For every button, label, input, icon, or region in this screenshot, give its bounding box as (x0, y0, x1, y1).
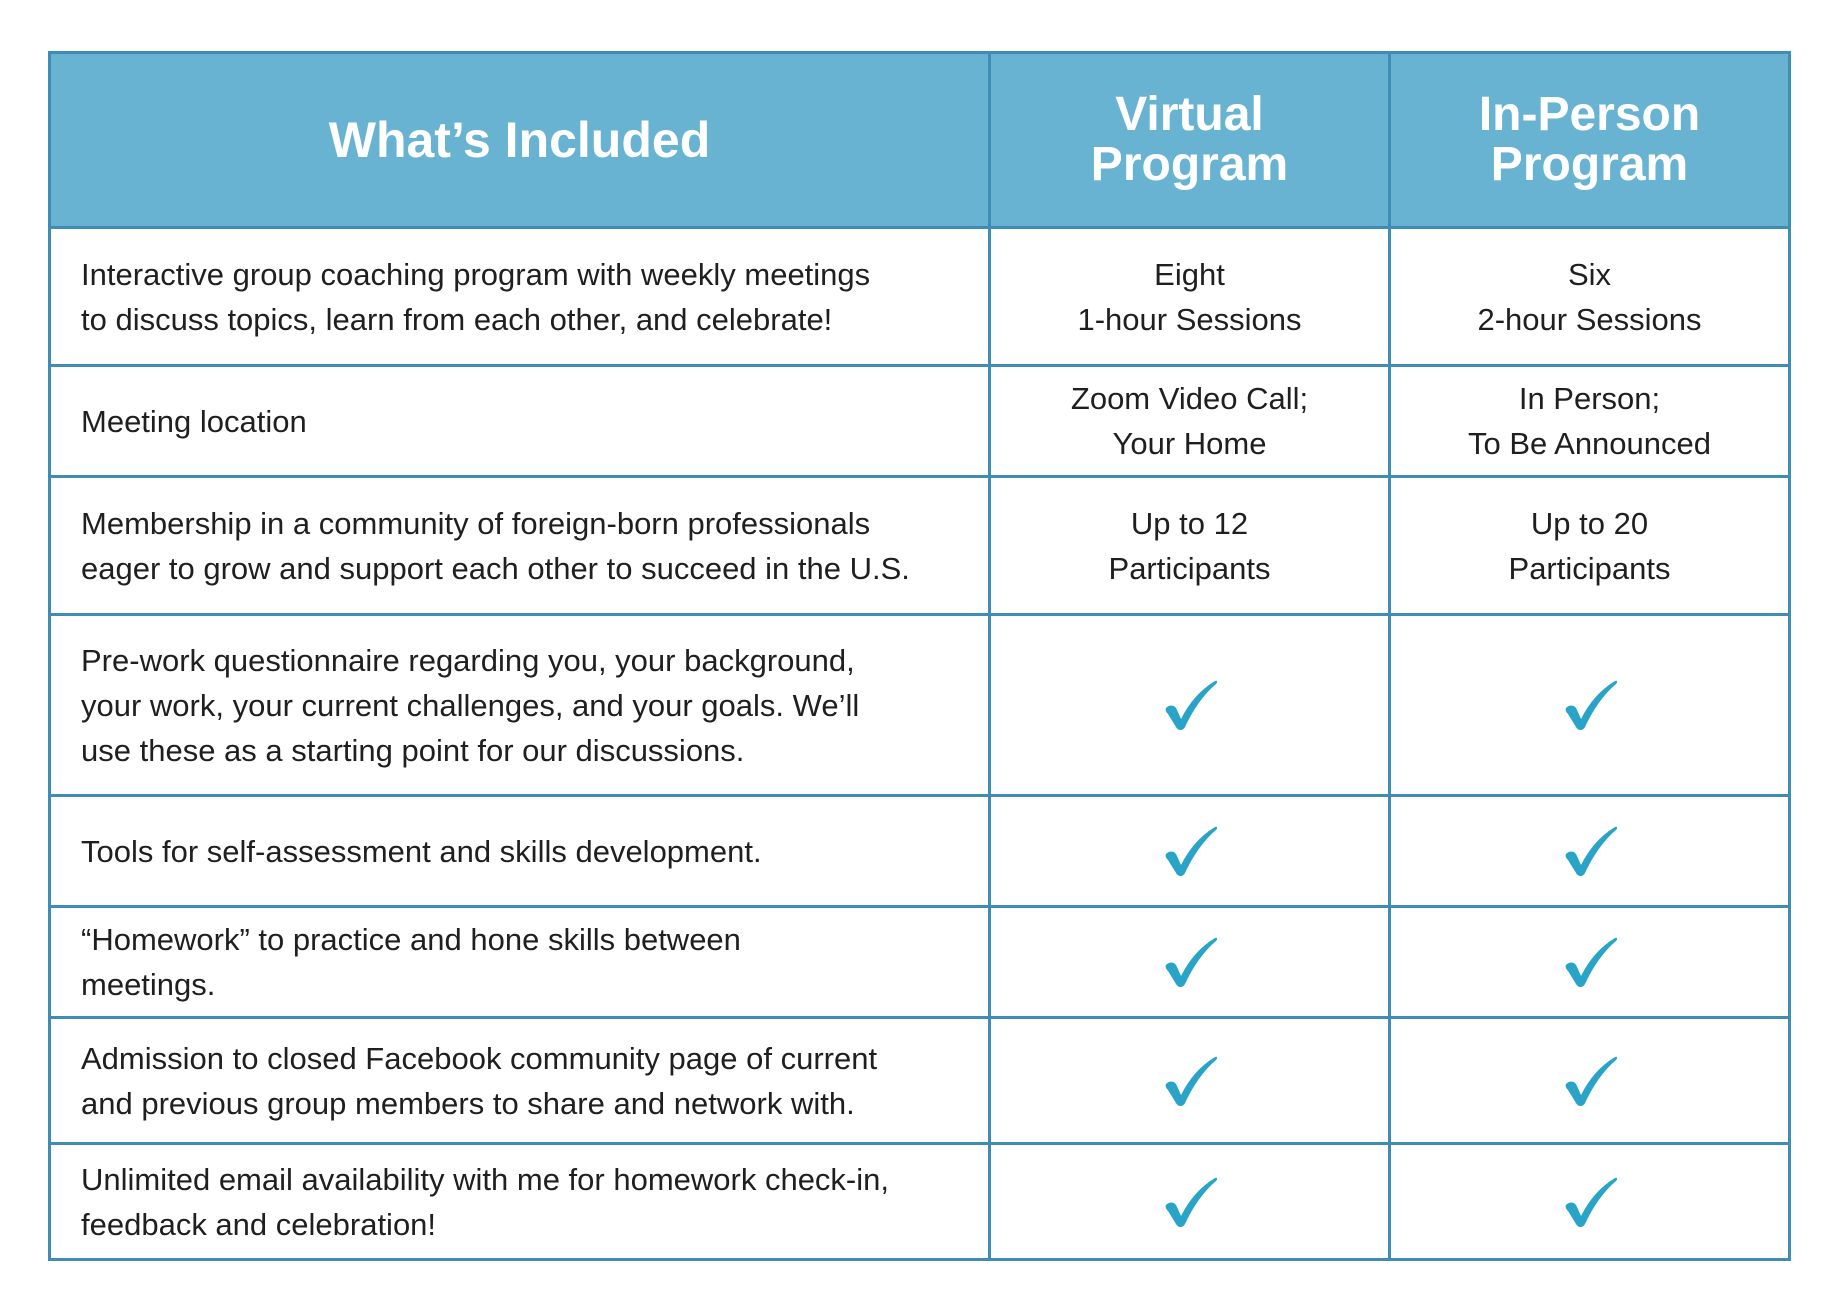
checkmark-icon (1160, 934, 1220, 990)
checkmark-icon (1160, 677, 1220, 733)
checkmark-icon (1160, 1174, 1220, 1230)
in-person-value-cell (1390, 907, 1790, 1018)
table-row (50, 796, 1790, 907)
in-person-value-cell: Up to 20 Participants (1390, 477, 1790, 615)
feature-cell: Meeting location (50, 366, 990, 477)
header-row (50, 53, 1790, 228)
virtual-value-cell (990, 1018, 1390, 1144)
checkmark-icon (1160, 823, 1220, 879)
table-row (50, 615, 1790, 796)
in-person-value-cell (1390, 796, 1790, 907)
feature-cell: Pre-work questionnaire regarding you, your background, your work, your current challenges, and your goals. We’ll use these as a starting point for our discussions. (50, 615, 990, 796)
feature-cell: “Homework” to practice and hone skills between meetings. (50, 907, 990, 1018)
feature-cell: Membership in a community of foreign-born professionals eager to grow and support each other to succeed in the U.S. (50, 477, 990, 615)
feature-cell: Interactive group coaching program with weekly meetings to discuss topics, learn from each other, and celebrate! (50, 228, 990, 366)
table-row (50, 477, 1790, 615)
header-in-person-program: In-Person Program (1390, 53, 1790, 228)
virtual-value-cell: Zoom Video Call; Your Home (990, 366, 1390, 477)
in-person-value-cell (1390, 615, 1790, 796)
table-row (50, 907, 1790, 1018)
checkmark-icon (1560, 677, 1620, 733)
virtual-value-cell (990, 1144, 1390, 1260)
in-person-value-cell: Six 2-hour Sessions (1390, 228, 1790, 366)
comparison-table (48, 51, 1791, 1261)
in-person-value-cell: In Person; To Be Announced (1390, 366, 1790, 477)
virtual-value-cell (990, 796, 1390, 907)
virtual-value-cell: Eight 1-hour Sessions (990, 228, 1390, 366)
table-row (50, 1018, 1790, 1144)
feature-cell: Tools for self-assessment and skills development. (50, 796, 990, 907)
header-virtual-program: Virtual Program (990, 53, 1390, 228)
checkmark-icon (1560, 1174, 1620, 1230)
header-whats-included: What’s Included (50, 53, 990, 228)
virtual-value-cell: Up to 12 Participants (990, 477, 1390, 615)
feature-cell: Unlimited email availability with me for homework check-in, feedback and celebration! (50, 1144, 990, 1260)
table-row (50, 1144, 1790, 1260)
in-person-value-cell (1390, 1144, 1790, 1260)
checkmark-icon (1560, 1053, 1620, 1109)
table-row (50, 228, 1790, 366)
feature-cell: Admission to closed Facebook community page of current and previous group members to share and network with. (50, 1018, 990, 1144)
table-row (50, 366, 1790, 477)
checkmark-icon (1160, 1053, 1220, 1109)
checkmark-icon (1560, 934, 1620, 990)
virtual-value-cell (990, 615, 1390, 796)
virtual-value-cell (990, 907, 1390, 1018)
checkmark-icon (1560, 823, 1620, 879)
in-person-value-cell (1390, 1018, 1790, 1144)
